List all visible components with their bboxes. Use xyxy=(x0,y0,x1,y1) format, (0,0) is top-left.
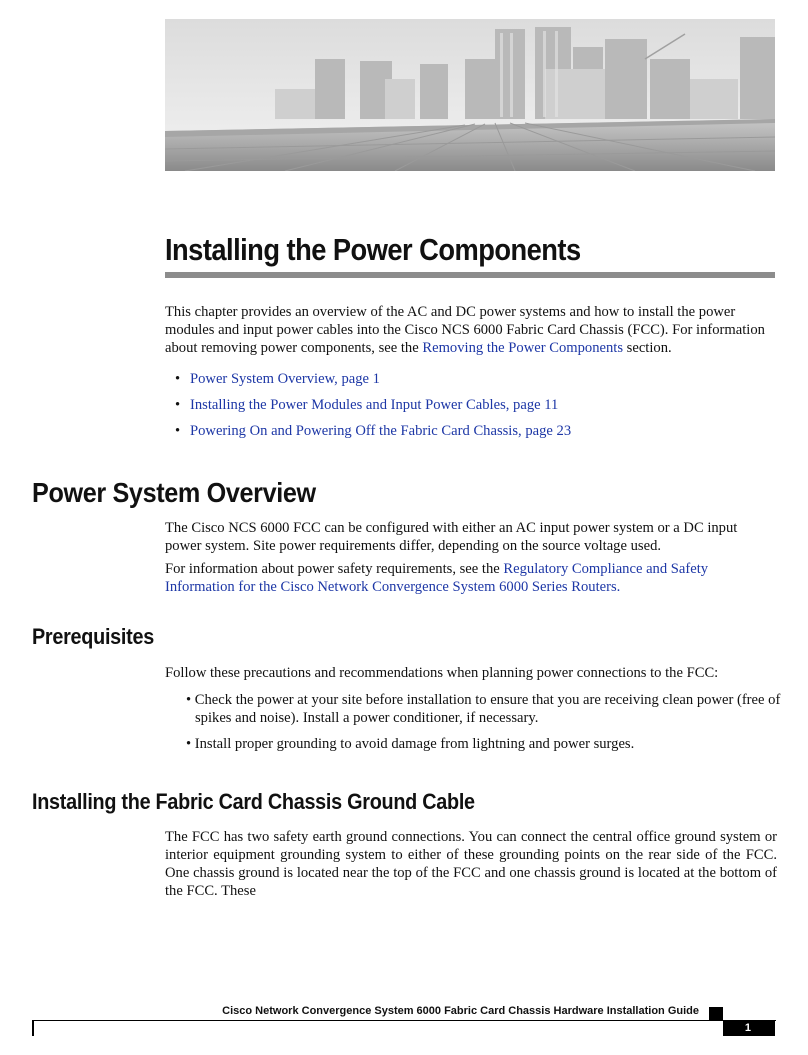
overview-paragraph-1: The Cisco NCS 6000 FCC can be configured with either an AC input power system or a DC input power system. Site power requirements differ, depending on the source voltage used. xyxy=(165,520,738,554)
toc-item[interactable] xyxy=(175,371,380,388)
header-cityscape-image xyxy=(165,19,775,171)
footer-guide-title: Cisco Network Convergence System 6000 Fabric Card Chassis Hardware Installation Guide xyxy=(222,1005,699,1017)
toc-item[interactable] xyxy=(175,423,571,440)
overview-para2-text: For information about power safety requirements, see the xyxy=(165,561,504,577)
page-number: 1 xyxy=(744,1022,751,1034)
ground-cable-paragraph: The FCC has two safety earth ground connections. You can connect the central office ground system or interior equipment grounding system to either of these grounding points on the rear side of the FCC. One chassis ground is located near the top of the FCC and one chassis ground is located at the bottom of the FCC. These xyxy=(165,829,777,899)
toc-link-installing-power-modules[interactable]: Installing the Power Modules and Input Power Cables, page 11 xyxy=(190,397,559,413)
section-heading-ground-cable: Installing the Fabric Card Chassis Ground Cable xyxy=(32,789,475,814)
bullet-icon: • xyxy=(175,423,181,439)
chapter-title: Installing the Power Components xyxy=(165,232,581,267)
removing-power-components-link[interactable]: Removing the Power Components xyxy=(422,340,624,356)
page-number-box xyxy=(723,1021,775,1036)
footer-marker-block xyxy=(709,1007,723,1020)
bullet-icon: • xyxy=(186,736,192,752)
prerequisite-bullet-text: Check the power at your site before installation to ensure that you are receiving clean power (free of spikes and noise). Install a power conditioner, if necessary. xyxy=(194,692,781,726)
footer-left-tick xyxy=(32,1020,34,1036)
chapter-intro-paragraph xyxy=(165,303,777,357)
prerequisite-bullet xyxy=(186,691,785,727)
prerequisite-bullet xyxy=(186,735,785,753)
section-heading-prerequisites: Prerequisites xyxy=(32,624,154,649)
footer-rule xyxy=(32,1020,776,1021)
toc-item[interactable] xyxy=(175,397,558,414)
overview-paragraph-2 xyxy=(165,560,777,596)
toc-link-powering-on-off[interactable]: Powering On and Powering Off the Fabric Card Chassis, page 23 xyxy=(190,423,572,439)
bullet-icon: • xyxy=(175,371,181,387)
bullet-icon: • xyxy=(186,692,192,708)
regulatory-compliance-link[interactable]: Regulatory Compliance and Safety Information for the Cisco Network Convergence System 6000 Series Routers. xyxy=(165,561,709,595)
toc-link-power-system-overview[interactable]: Power System Overview, page 1 xyxy=(190,371,380,387)
prerequisites-intro: Follow these precautions and recommendations when planning power connections to the FCC: xyxy=(165,665,719,681)
intro-text-start: This chapter provides an overview of the AC and DC power systems and how to install the power modules and input power cables into the Cisco NCS 6000 Fabric Card Chassis (FCC). For information about removing power components, see the xyxy=(165,304,765,356)
bullet-icon: • xyxy=(175,397,181,413)
intro-text-end: section. xyxy=(623,340,672,356)
section-heading-power-system-overview: Power System Overview xyxy=(32,477,316,508)
prerequisite-bullet-text: Install proper grounding to avoid damage from lightning and power surges. xyxy=(194,736,635,752)
title-underline-rule xyxy=(165,272,775,278)
